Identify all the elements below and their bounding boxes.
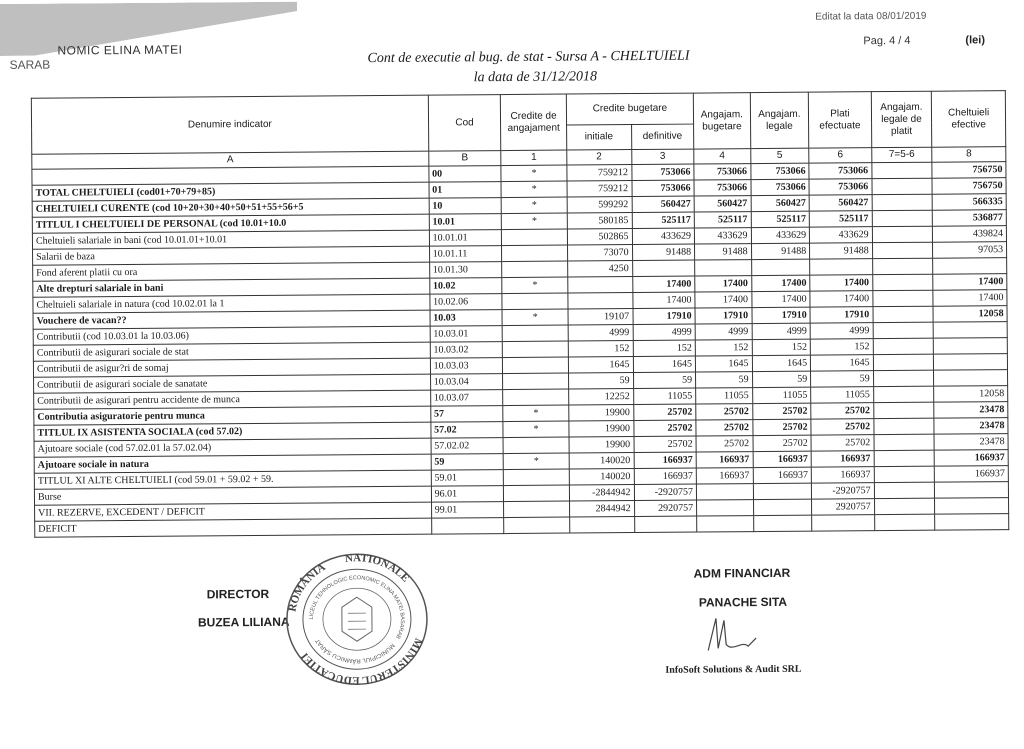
stamp-inner-top: LICEUL TEHNOLOGIC ECONOMIC ELINA MATEI BASARAB — [308, 575, 405, 640]
row-plati: 166937 — [811, 451, 874, 467]
row-de-platit — [874, 466, 935, 482]
software-footer: InfoSoft Solutions & Audit SRL — [665, 663, 802, 676]
row-angajam-bugetare: 25702 — [696, 404, 753, 420]
row-initiale: 580185 — [567, 213, 632, 230]
row-initiale — [568, 277, 633, 294]
column-letter: 7=5-6 — [871, 147, 932, 162]
row-de-platit — [872, 194, 933, 210]
header-credite-angajament: Credite de angajament — [501, 94, 567, 151]
row-plati: 525117 — [809, 211, 872, 227]
row-code: 10.02.06 — [430, 294, 503, 311]
row-name: Contributii de asigurari sociale de sanatate — [34, 374, 431, 393]
row-angajament-marker: * — [502, 277, 568, 294]
report-date: la data de 31/12/2018 — [473, 69, 598, 86]
row-definitive: 2920757 — [634, 500, 697, 516]
row-de-platit — [873, 290, 934, 306]
row-initiale: 140020 — [569, 469, 634, 486]
row-definitive: 11055 — [633, 388, 696, 404]
row-definitive — [632, 260, 695, 276]
row-plati: -2920757 — [812, 483, 875, 499]
row-definitive: 17400 — [632, 276, 695, 292]
row-de-platit — [873, 306, 934, 322]
row-angajam-bugetare: 433629 — [694, 228, 751, 244]
column-letter: 3 — [631, 149, 694, 164]
row-definitive — [634, 516, 697, 532]
row-definitive: 152 — [633, 340, 696, 356]
row-code: 10.03.07 — [430, 390, 503, 407]
stamp-outer-top: ROMÂNIA — [286, 561, 328, 613]
row-angajam-bugetare: 753066 — [694, 180, 751, 196]
row-plati: 25702 — [811, 419, 874, 435]
row-name: Contributii de asigur?ri de somaj — [33, 358, 430, 377]
row-name: Ajutoare sociale in natura — [34, 454, 431, 473]
row-code: 57.02.02 — [431, 438, 504, 455]
row-cheltuieli — [935, 482, 1009, 499]
row-angajam-legale — [753, 499, 812, 515]
row-cheltuieli: 23478 — [934, 418, 1008, 435]
director-title: DIRECTOR — [206, 586, 270, 602]
row-cheltuieli: 97053 — [933, 242, 1007, 259]
signature-scribble — [702, 610, 762, 660]
row-de-platit — [874, 482, 935, 498]
row-initiale: 19900 — [569, 437, 634, 454]
row-initiale: 140020 — [569, 453, 634, 470]
row-angajament-marker — [502, 229, 568, 246]
row-initiale: 152 — [568, 341, 633, 358]
header-angajam-bugetare: Angajam. bugetare — [693, 93, 750, 149]
row-angajam-bugetare: 166937 — [696, 452, 753, 468]
row-plati: 2920757 — [812, 499, 875, 515]
row-angajam-legale: 17400 — [751, 291, 810, 307]
report-title: Cont de executie al bug. de stat - Sursa A - CHELTUIELI — [367, 48, 690, 67]
row-cheltuieli — [935, 514, 1009, 531]
row-name: VII. REZERVE, EXCEDENT / DEFICIT — [35, 502, 432, 521]
row-cheltuieli — [933, 338, 1007, 355]
row-de-platit — [872, 162, 933, 178]
row-name: CHELTUIELI CURENTE (cod 10+20+30+40+50+51+55+56+5 — [32, 198, 429, 217]
row-angajament-marker — [504, 469, 570, 486]
row-cheltuieli: 12058 — [934, 386, 1008, 403]
row-angajament-marker: * — [501, 181, 567, 198]
row-angajam-bugetare: 4999 — [695, 324, 752, 340]
row-plati: 25702 — [811, 403, 874, 419]
row-cheltuieli: 536877 — [932, 210, 1006, 227]
row-cheltuieli: 166937 — [935, 466, 1009, 483]
row-de-platit — [873, 386, 934, 402]
row-code: 10.02 — [429, 278, 502, 295]
row-cheltuieli: 17400 — [933, 290, 1007, 307]
row-initiale: 59 — [568, 373, 633, 390]
row-de-platit — [872, 274, 933, 290]
row-cheltuieli — [935, 498, 1009, 515]
row-plati: 17400 — [810, 275, 873, 291]
currency-unit: (lei) — [965, 34, 986, 47]
row-angajam-bugetare: 91488 — [695, 244, 752, 260]
row-code: 01 — [429, 182, 502, 199]
row-de-platit — [872, 226, 933, 242]
row-angajam-legale: 17400 — [751, 275, 810, 291]
institution-name-line2: SARAB — [9, 57, 51, 72]
header-angajam-de-platit: Angajam. legale de platit — [871, 91, 932, 147]
row-code: 96.01 — [431, 486, 504, 503]
director-name: BUZEA LILIANA — [197, 614, 290, 630]
row-angajam-legale: 91488 — [751, 243, 810, 259]
row-angajam-legale: 525117 — [751, 211, 810, 227]
header-angajam-legale: Angajam. legale — [750, 92, 809, 148]
row-definitive: 17400 — [632, 292, 695, 308]
row-definitive: 753066 — [632, 180, 695, 196]
row-angajam-legale: 25702 — [752, 403, 811, 419]
column-letter: 1 — [501, 150, 567, 166]
row-angajam-bugetare — [695, 260, 752, 276]
row-de-platit — [873, 402, 934, 418]
row-angajament-marker — [502, 325, 568, 342]
row-angajament-marker — [504, 485, 570, 502]
row-angajam-bugetare: 25702 — [696, 420, 753, 436]
row-angajam-legale: 59 — [752, 371, 811, 387]
financial-title: ADM FINANCIAR — [693, 565, 791, 581]
row-plati: 25702 — [811, 435, 874, 451]
header-credite-bugetare: Credite bugetare — [566, 93, 693, 125]
row-de-platit — [874, 434, 935, 450]
budget-execution-table — [31, 90, 1009, 538]
row-initiale: 759212 — [567, 181, 632, 198]
row-plati: 753066 — [809, 163, 872, 179]
row-de-platit — [873, 338, 934, 354]
row-initiale: 19900 — [569, 421, 634, 438]
row-definitive: 433629 — [632, 228, 695, 244]
row-definitive: 560427 — [632, 196, 695, 212]
row-angajam-legale: 4999 — [752, 323, 811, 339]
row-angajament-marker: * — [503, 405, 569, 422]
stamp-outer-right: NATIONALE — [344, 552, 412, 585]
row-initiale: 19107 — [568, 309, 633, 326]
row-name: Ajutoare sociale (cod 57.02.01 la 57.02.04) — [34, 438, 431, 457]
row-angajam-bugetare: 11055 — [696, 388, 753, 404]
institution-name: NOMIC ELINA MATEI — [57, 42, 183, 58]
header-definitive: definitive — [631, 124, 694, 149]
row-name: Alte drepturi salariale in bani — [33, 278, 430, 297]
row-definitive: 91488 — [632, 244, 695, 260]
row-cheltuieli — [933, 322, 1007, 339]
row-code: 10.03.03 — [430, 358, 503, 375]
row-cheltuieli: 166937 — [934, 450, 1008, 467]
row-angajam-bugetare — [697, 516, 754, 532]
row-definitive: 525117 — [632, 212, 695, 228]
svg-text:LICEUL TEHNOLOGIC ECONOMIC ELI — [309, 575, 406, 641]
row-plati: 152 — [810, 339, 873, 355]
row-de-platit — [872, 242, 933, 258]
row-angajament-marker: * — [501, 165, 567, 182]
row-de-platit — [872, 258, 933, 274]
row-definitive: 166937 — [634, 468, 697, 484]
row-initiale: 502865 — [567, 229, 632, 246]
row-angajam-legale: 560427 — [751, 195, 810, 211]
financial-name: PANACHE SITA — [698, 594, 788, 610]
column-letter: 4 — [694, 149, 751, 164]
row-code: 10.01.01 — [429, 230, 502, 247]
row-cheltuieli: 566335 — [932, 194, 1006, 211]
header-denumire: Denumire indicator — [31, 95, 428, 154]
row-initiale: 4999 — [568, 325, 633, 342]
row-code — [431, 518, 504, 535]
row-definitive: 25702 — [633, 404, 696, 420]
row-name: Contributia asiguratorie pentru munca — [34, 406, 431, 425]
row-initiale: 12252 — [569, 389, 634, 406]
header-cod: Cod — [428, 95, 501, 152]
row-plati: 560427 — [809, 195, 872, 211]
row-angajam-legale — [751, 259, 810, 275]
row-initiale: 2844942 — [569, 501, 634, 518]
row-angajam-legale — [753, 515, 812, 531]
row-de-platit — [874, 498, 935, 514]
row-plati: 17910 — [810, 307, 873, 323]
row-name: Cheltuieli salariale in bani (cod 10.01.01+10.01 — [32, 230, 429, 249]
row-name: TITLUL XI ALTE CHELTUIELI (cod 59.01 + 59.02 + 59. — [34, 470, 431, 489]
row-de-platit — [873, 354, 934, 370]
row-name: TITLUL IX ASISTENTA SOCIALA (cod 57.02) — [34, 422, 431, 441]
row-angajament-marker — [503, 437, 569, 454]
row-initiale — [570, 517, 635, 534]
row-cheltuieli: 439824 — [933, 226, 1007, 243]
row-angajam-bugetare: 152 — [695, 340, 752, 356]
row-initiale: -2844942 — [569, 485, 634, 502]
row-name: Contributii de asigurari pentru accidente de munca — [34, 390, 431, 409]
row-code: 99.01 — [431, 502, 504, 519]
row-definitive: 17910 — [633, 308, 696, 324]
row-plati: 1645 — [811, 355, 874, 371]
row-name: Contributii (cod 10.03.01 la 10.03.06) — [33, 326, 430, 345]
page-number: Pag. 4 / 4 — [863, 34, 911, 48]
row-angajam-legale: 166937 — [753, 451, 812, 467]
row-initiale: 759212 — [567, 165, 632, 182]
row-plati: 17400 — [810, 291, 873, 307]
row-cheltuieli — [933, 258, 1007, 275]
row-plati: 753066 — [809, 179, 872, 195]
row-de-platit — [872, 210, 933, 226]
column-letter: 6 — [809, 148, 872, 163]
row-angajam-bugetare: 525117 — [694, 212, 751, 228]
institution-stamp — [271, 549, 442, 690]
row-name: TITLUL I CHELTUIELI DE PERSONAL (cod 10.01+10.0 — [32, 214, 429, 233]
row-angajam-bugetare: 17400 — [695, 276, 752, 292]
row-angajam-bugetare: 1645 — [695, 356, 752, 372]
row-code: 10.03.02 — [430, 342, 503, 359]
row-angajament-marker: * — [501, 197, 567, 214]
row-angajam-legale: 753066 — [751, 179, 810, 195]
column-letter: A — [32, 151, 429, 169]
row-angajam-bugetare — [696, 484, 753, 500]
row-angajam-legale: 11055 — [752, 387, 811, 403]
row-angajam-bugetare: 25702 — [696, 436, 753, 452]
header-plati-efectuate: Plati efectuate — [808, 92, 871, 148]
row-plati: 4999 — [810, 323, 873, 339]
row-angajam-legale: 753066 — [750, 163, 809, 179]
row-code: 57.02 — [431, 422, 504, 439]
row-code: 57 — [430, 406, 503, 423]
row-initiale: 73070 — [567, 245, 632, 262]
row-definitive: 4999 — [633, 324, 696, 340]
row-cheltuieli: 23478 — [934, 434, 1008, 451]
row-angajam-legale: 152 — [752, 339, 811, 355]
row-code: 59 — [431, 454, 504, 471]
row-code: 00 — [429, 166, 502, 183]
row-plati — [812, 515, 875, 531]
row-angajam-bugetare: 17400 — [695, 292, 752, 308]
row-cheltuieli: 756750 — [932, 178, 1006, 195]
row-name: Fond aferent platii cu ora — [33, 262, 430, 281]
row-cheltuieli: 12058 — [933, 306, 1007, 323]
row-definitive: 59 — [633, 372, 696, 388]
row-definitive: 25702 — [634, 436, 697, 452]
row-code: 10.01.11 — [429, 246, 502, 263]
svg-text:ROMÂNIA — [286, 561, 328, 613]
row-angajament-marker — [502, 261, 568, 278]
row-code: 10.01 — [429, 214, 502, 231]
row-de-platit — [874, 418, 935, 434]
row-name: DEFICIT — [35, 518, 432, 537]
row-definitive: 166937 — [634, 452, 697, 468]
table-body — [32, 162, 1009, 538]
row-cheltuieli: 17400 — [933, 274, 1007, 291]
row-angajament-marker: * — [502, 309, 568, 326]
row-angajam-bugetare: 17910 — [695, 308, 752, 324]
row-initiale: 1645 — [568, 357, 633, 374]
row-angajament-marker: * — [502, 213, 568, 230]
row-name: Cheltuieli salariale in natura (cod 10.02.01 la 1 — [33, 294, 430, 313]
column-letter: B — [428, 151, 501, 167]
row-angajament-marker — [503, 389, 569, 406]
stamp-outer-bottom: MINISTERUL EDUCATIEI — [298, 636, 425, 687]
row-angajam-legale: 17910 — [752, 307, 811, 323]
row-angajament-marker — [503, 373, 569, 390]
row-angajament-marker — [502, 245, 568, 262]
row-angajam-legale: 166937 — [753, 467, 812, 483]
row-code: 59.01 — [431, 470, 504, 487]
row-initiale: 599292 — [567, 197, 632, 214]
row-de-platit — [874, 450, 935, 466]
row-code: 10.03.04 — [430, 374, 503, 391]
column-letter: 8 — [932, 147, 1006, 163]
row-code: 10.03 — [430, 310, 503, 327]
header-cheltuieli-efective: Cheltuieli efective — [932, 91, 1006, 148]
row-angajament-marker — [503, 341, 569, 358]
row-initiale: 19900 — [569, 405, 634, 422]
row-plati: 11055 — [811, 387, 874, 403]
row-cheltuieli — [934, 370, 1008, 387]
row-initiale: 4250 — [568, 261, 633, 278]
row-definitive: 753066 — [631, 164, 694, 180]
column-letter: 2 — [567, 150, 632, 166]
row-angajam-bugetare: 560427 — [694, 196, 751, 212]
row-name: Burse — [34, 486, 431, 505]
row-definitive: 25702 — [633, 420, 696, 436]
row-angajament-marker — [503, 357, 569, 374]
row-cheltuieli: 756750 — [932, 162, 1006, 179]
row-code: 10.01.30 — [429, 262, 502, 279]
row-de-platit — [874, 514, 935, 530]
edited-date: Editat la data 08/01/2019 — [815, 10, 927, 23]
row-plati: 166937 — [811, 467, 874, 483]
row-code: 10 — [429, 198, 502, 215]
row-angajam-bugetare — [697, 500, 754, 516]
row-name: Contributii de asigurari sociale de stat — [33, 342, 430, 361]
row-cheltuieli — [934, 354, 1008, 371]
row-angajament-marker: * — [503, 453, 569, 470]
row-angajam-legale: 1645 — [752, 355, 811, 371]
row-de-platit — [873, 322, 934, 338]
row-plati: 59 — [811, 371, 874, 387]
row-plati: 91488 — [810, 243, 873, 259]
row-plati — [810, 259, 873, 275]
row-code: 10.03.01 — [430, 326, 503, 343]
row-angajament-marker — [504, 517, 570, 534]
column-letter: 5 — [750, 148, 809, 163]
row-plati: 433629 — [809, 227, 872, 243]
row-angajament-marker — [502, 293, 568, 310]
row-angajament-marker: * — [503, 421, 569, 438]
row-angajam-bugetare: 166937 — [696, 468, 753, 484]
row-definitive: -2920757 — [634, 484, 697, 500]
row-angajam-legale: 25702 — [753, 435, 812, 451]
row-angajam-legale: 433629 — [751, 227, 810, 243]
row-angajam-bugetare: 59 — [696, 372, 753, 388]
row-name: TOTAL CHELTUIELI (cod01+70+79+85) — [32, 182, 429, 201]
row-initiale — [568, 293, 633, 310]
row-name: Vouchere de vacan?? — [33, 310, 430, 329]
row-name: Salarii de baza — [33, 246, 430, 265]
header-initiale: initiale — [566, 125, 631, 151]
row-angajament-marker — [504, 501, 570, 518]
row-definitive: 1645 — [633, 356, 696, 372]
row-angajam-legale: 25702 — [752, 419, 811, 435]
stamp-inner-bottom: MUNICIPIUL RÂMNICU SĂRAT — [314, 637, 396, 664]
row-de-platit — [872, 178, 933, 194]
row-angajam-bugetare: 753066 — [694, 164, 751, 180]
row-angajam-legale — [753, 483, 812, 499]
row-cheltuieli: 23478 — [934, 402, 1008, 419]
row-de-platit — [873, 370, 934, 386]
